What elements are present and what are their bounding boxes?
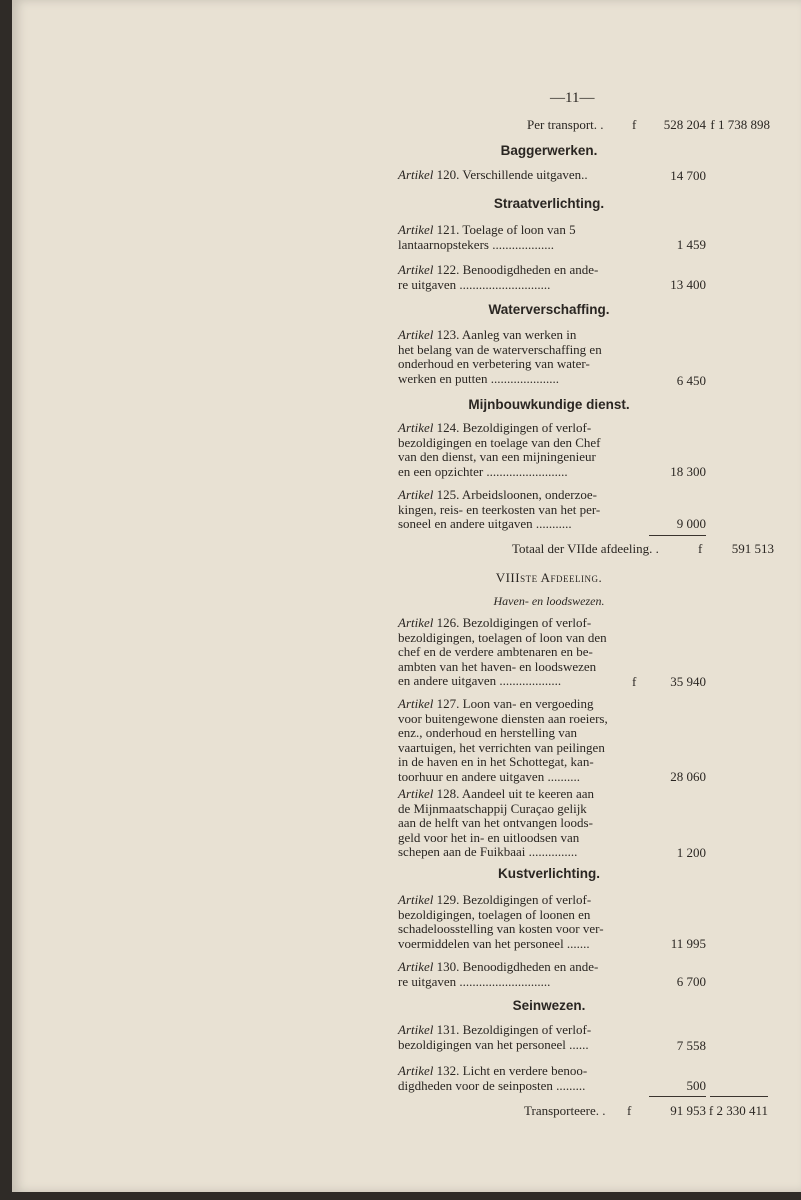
article-line: re uitgaven ............................ (398, 973, 551, 989)
document-page (12, 0, 801, 1192)
article-132 (398, 1064, 638, 1093)
article-131 (398, 1023, 638, 1052)
article-line: 122. Benoodigdheden en ande- (436, 262, 599, 277)
article-line: en een opzichter ......................... (398, 463, 568, 479)
article-line: 126. Bezoldigingen of verlof- (436, 615, 592, 630)
article-127 (398, 697, 638, 784)
article-line: 129. Bezoldigingen of verlof- (436, 892, 592, 907)
article-line: ambten van het haven- en loodswezen (398, 658, 597, 674)
article-lead: Artikel (398, 786, 434, 801)
article-line: 121. Toelage of loon van 5 (436, 222, 576, 237)
article-line: 130. Benoodigdheden en ande- (436, 959, 599, 974)
total-label: Totaal der VIIde afdeeling. . (512, 541, 659, 556)
divider-rule (649, 1096, 706, 1097)
article-line: in de haven en in het Schottegat, kan- (398, 754, 594, 769)
transport-label: Per transport. . (527, 117, 604, 132)
section-heading: Straatverlichting. (493, 196, 605, 211)
article-lead: Artikel (398, 167, 434, 182)
transport-total: f 1 738 898 (710, 117, 770, 132)
article-lead: Artikel (398, 615, 434, 630)
article-line: 123. Aanleg van werken in (436, 327, 577, 342)
article-line: 127. Loon van- en vergoeding (436, 696, 594, 711)
section-heading: Baggerwerken. (500, 143, 598, 158)
amount: 13 400 (670, 277, 706, 292)
article-line: werken en putten ..................... (398, 370, 560, 386)
article-line: soneel en andere uitgaven ........... (398, 516, 572, 531)
article-123 (398, 328, 638, 386)
article-121 (398, 223, 638, 252)
article-line: aan de helft van het ontvangen loods- (398, 815, 593, 830)
article-line: het belang van de waterverschaffing en (398, 341, 602, 357)
article-128 (398, 787, 638, 860)
article-line: digdheden voor de seinposten ......... (398, 1077, 586, 1093)
article-120 (398, 168, 638, 183)
article-line: re uitgaven ............................ (398, 276, 551, 292)
page-number: —11— (550, 90, 595, 106)
amount: 9 000 (676, 516, 706, 531)
footer-label: Transporteere. . (524, 1103, 606, 1118)
footer-total: f 2 330 411 (708, 1103, 768, 1118)
article-122 (398, 263, 638, 292)
amount: 28 060 (670, 769, 706, 784)
article-lead: Artikel (398, 892, 434, 907)
article-line: 128. Aandeel uit te keeren aan (436, 786, 595, 801)
article-line: van den dienst, van een mijningenieur (398, 449, 596, 464)
article-line: vaartuigen, het verrichten van peilingen (398, 739, 605, 755)
article-line: bezoldigingen, toelagen of loon van den (398, 629, 607, 645)
amount: 35 940 (670, 674, 706, 689)
article-line: kingen, reis- en teerkosten van het per- (398, 501, 601, 517)
article-line: chef en de verdere ambtenaren en be- (398, 644, 593, 659)
total-f: f (698, 541, 703, 556)
article-line: schadeloosstelling van kosten voor ver- (398, 921, 604, 936)
article-lead: Artikel (398, 1022, 434, 1037)
article-lead: Artikel (398, 696, 434, 711)
article-124 (398, 421, 638, 479)
article-line: 124. Bezoldigingen of verlof- (436, 420, 592, 435)
article-line: 125. Arbeidsloonen, onderzoe- (436, 487, 597, 502)
article-lead: Artikel (398, 1063, 434, 1078)
amount-f: f (632, 674, 637, 689)
amount: 1 459 (676, 237, 706, 252)
transport-f: f (632, 117, 637, 132)
article-lead: Artikel (398, 327, 434, 342)
amount: 1 200 (676, 845, 706, 860)
afdeeling-title: VIIIste Afdeeling. (495, 570, 603, 585)
article-129 (398, 893, 638, 951)
article-line: enz., onderhoud en herstelling van (398, 725, 578, 740)
article-line: bezoldigingen, toelagen of loonen en (398, 906, 591, 922)
article-130 (398, 960, 638, 989)
article-line: toorhuur en andere uitgaven .......... (398, 768, 580, 784)
section-heading: Mijnbouwkundige dienst. (468, 397, 630, 412)
article-line: 131. Bezoldigingen of verlof- (436, 1022, 592, 1037)
section-heading: Kustverlichting. (497, 866, 600, 881)
article-lead: Artikel (398, 222, 434, 237)
article-line: onderhoud en verbetering van water- (398, 356, 590, 371)
amount: 500 (686, 1078, 706, 1093)
total-amount: 591 513 (731, 541, 774, 556)
article-lead: Artikel (398, 420, 434, 435)
afdeeling-subtitle: Haven- en loodswezen. (493, 594, 605, 608)
transport-amount: 528 204 (663, 117, 706, 132)
article-lead: Artikel (398, 959, 434, 974)
article-line: schepen aan de Fuikbaai ............... (398, 844, 578, 859)
article-line: de Mijnmaatschappij Curaçao gelijk (398, 800, 587, 816)
divider-rule (710, 1096, 768, 1097)
article-text: 120. Verschillende uitgaven.. (436, 167, 588, 182)
section-heading: Seinwezen. (512, 998, 586, 1013)
article-line: bezoldigingen en toelage van den Chef (398, 434, 601, 450)
amount: 11 995 (670, 936, 706, 951)
article-line: 132. Licht en verdere benoo- (436, 1063, 588, 1078)
article-line: lantaarnopstekers ................... (398, 236, 554, 252)
amount: 18 300 (670, 464, 706, 479)
article-line: voermiddelen van het personeel ....... (398, 935, 590, 951)
article-line: voor buitengewone diensten aan roeiers, (398, 710, 608, 726)
article-125 (398, 488, 638, 532)
amount: 6 450 (676, 373, 706, 388)
divider-rule (649, 535, 706, 536)
amount: 7 558 (676, 1038, 706, 1053)
footer-amount: 91 953 (670, 1103, 706, 1118)
amount: 6 700 (676, 974, 706, 989)
article-line: bezoldigingen van het personeel ...... (398, 1036, 589, 1052)
section-heading: Waterverschaffing. (488, 302, 610, 317)
article-line: geld voor het in- en uitloodsen van (398, 829, 580, 845)
article-126 (398, 616, 638, 689)
article-lead: Artikel (398, 487, 434, 502)
article-line: en andere uitgaven ................... (398, 673, 562, 688)
article-lead: Artikel (398, 262, 434, 277)
amount: 14 700 (670, 168, 706, 183)
footer-f: f (627, 1103, 632, 1118)
